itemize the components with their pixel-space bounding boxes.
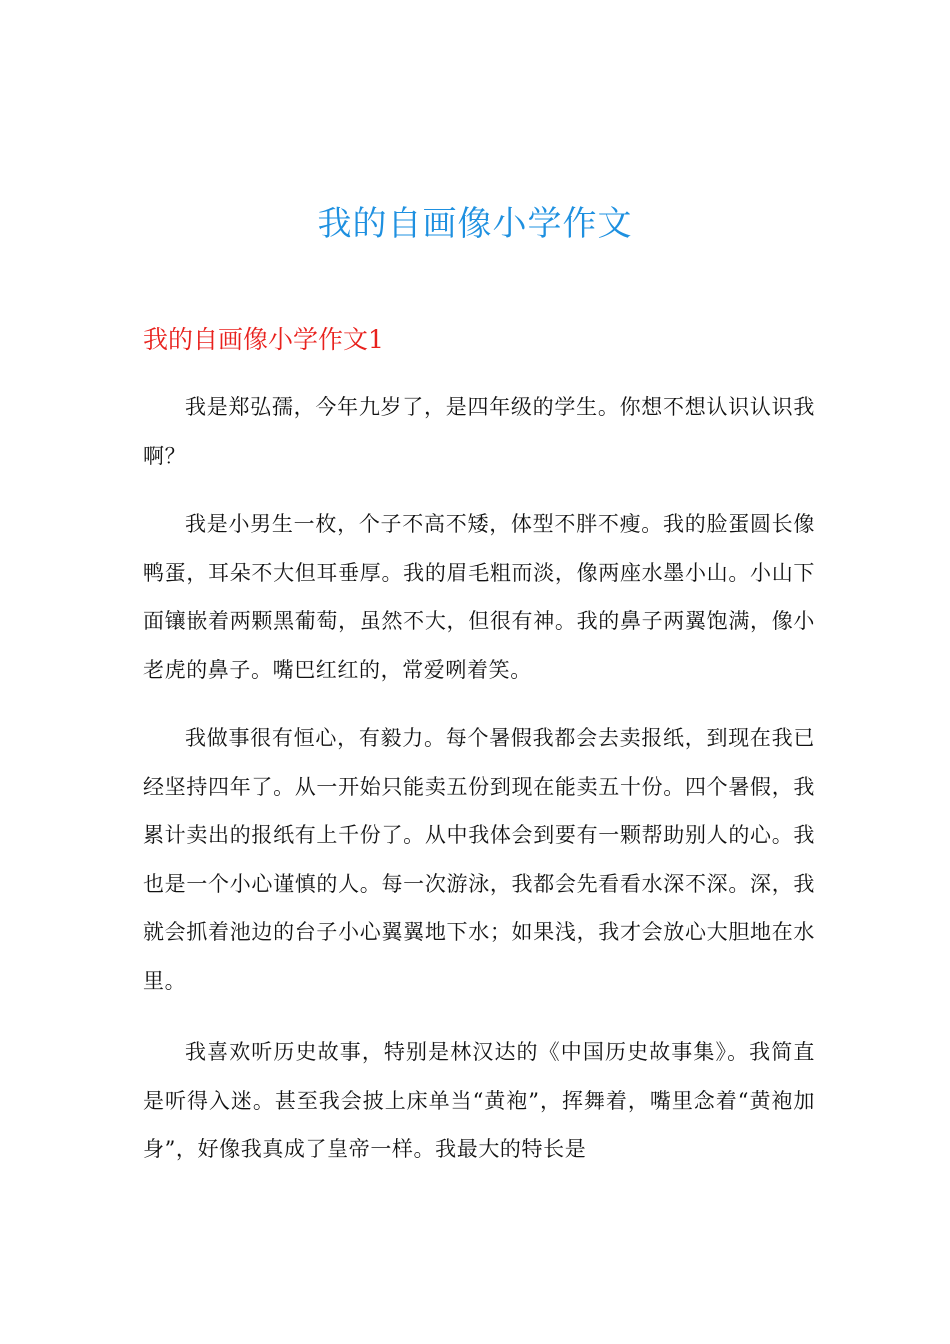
paragraph-3: 我做事很有恒心，有毅力。每个暑假我都会去卖报纸，到现在我已经坚持四年了。从一开始只能卖五份到现在能卖五十份。四个暑假，我累计卖出的报纸有上千份了。从中我体会到要有一颗帮助别人的心。我也是一个小心谨慎的人。每一次游泳，我都会先看看水深不深。深，我就会抓着池边的台子小心翼翼地下水；如果浅，我才会放心大胆地在水里。 — [143, 726, 815, 993]
paragraph-4: 我喜欢听历史故事，特别是林汉达的《中国历史故事集》。我简直是听得入迷。甚至我会披上床单当“黄袍”，挥舞着，嘴里念着“黄袍加身”，好像我真成了皇帝一样。我最大的特长是 — [143, 1040, 815, 1161]
paragraph-2: 我是小男生一枚，个子不高不矮，体型不胖不瘦。我的脸蛋圆长像鸭蛋，耳朵不大但耳垂厚。我的眉毛粗而淡，像两座水墨小山。小山下面镶嵌着两颗黑葡萄，虽然不大，但很有神。我的鼻子两翼饱满，像小老虎的鼻子。嘴巴红红的，常爱咧着笑。 — [143, 512, 815, 682]
page-title: 我的自画像小学作文 — [317, 204, 633, 244]
paragraph-1: 我是郑弘孺，今年九岁了，是四年级的学生。你想不想认识认识我啊？ — [143, 395, 815, 468]
section-heading: 我的自画像小学作文1 — [143, 325, 384, 354]
